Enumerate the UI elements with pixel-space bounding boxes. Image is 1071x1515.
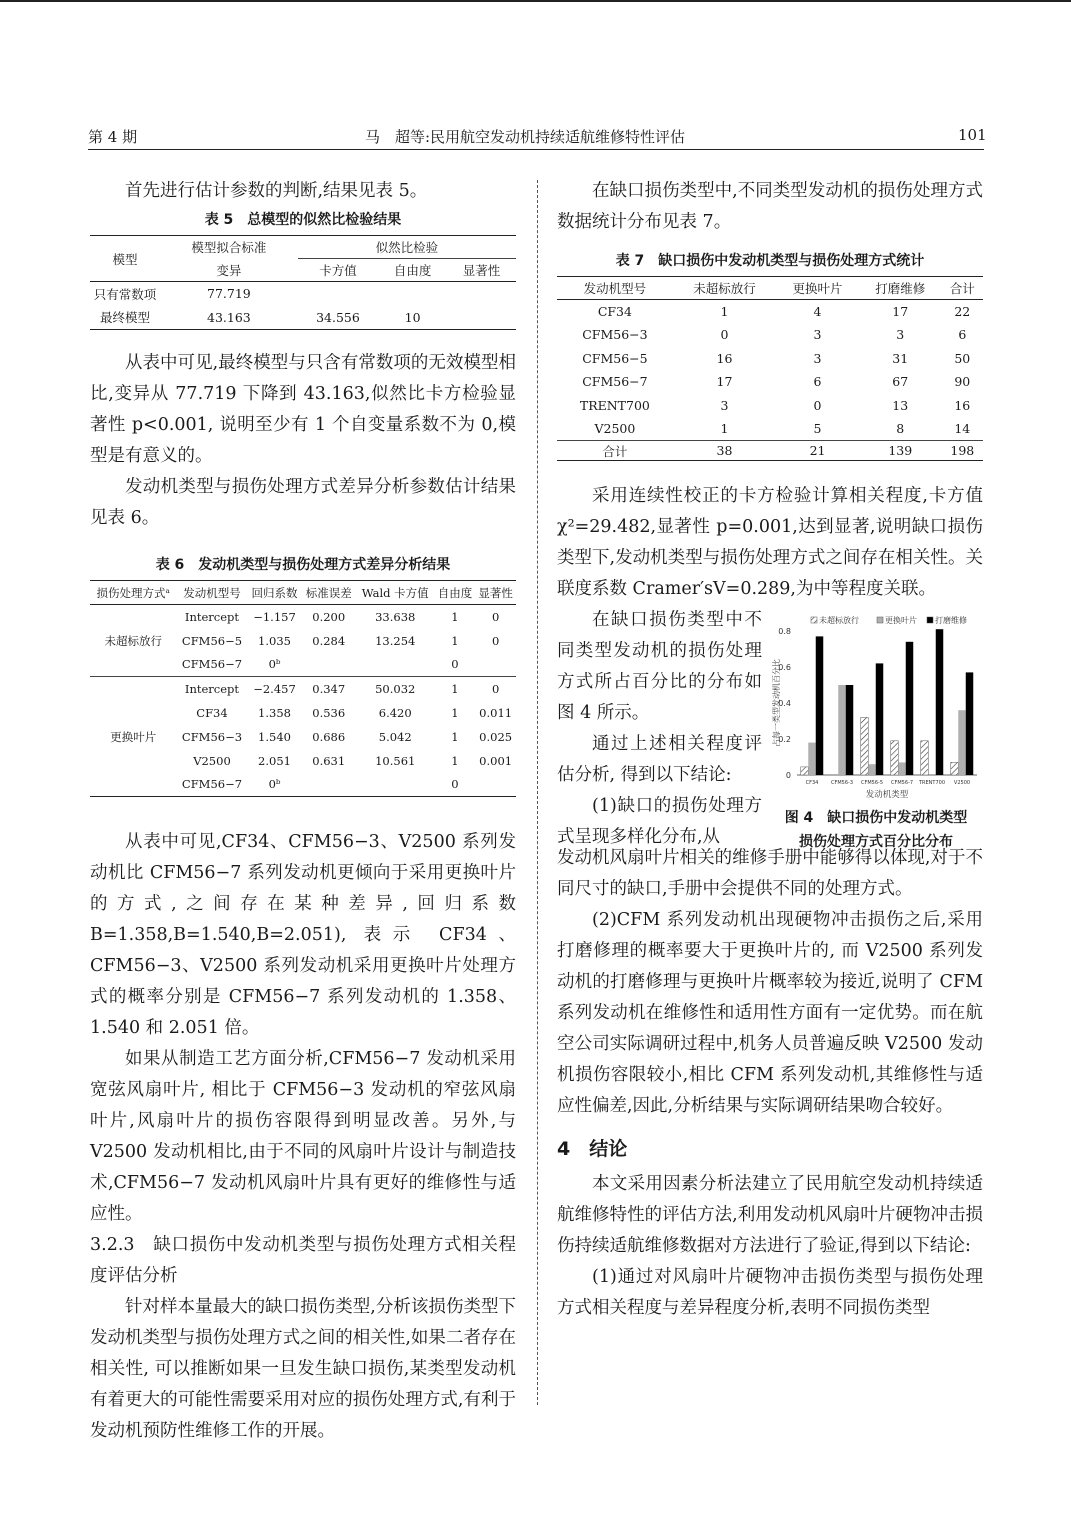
table-cell: 1: [451, 633, 459, 648]
table-cell: V2500: [594, 421, 636, 436]
table-cell: CFM56−5: [582, 350, 648, 366]
y-tick-label: 0: [785, 771, 791, 780]
table-cell: 43.163: [207, 309, 251, 325]
table-cell: CFM56−7: [181, 657, 243, 672]
table-cell: 0.025: [479, 729, 513, 744]
bar-CFM56-5-3: [876, 663, 884, 775]
x-axis-label: 发动机类型: [865, 790, 909, 800]
table-cell: 1.358: [258, 705, 291, 720]
table-cell: 0.200: [312, 609, 346, 624]
table-cell: 5: [813, 421, 822, 436]
bar-TRENT700-1: [921, 741, 929, 775]
bar-CFM56-7-2: [898, 762, 906, 775]
bar-CFM56-7-3: [906, 642, 914, 775]
y-tick-label: 0.2: [778, 735, 791, 744]
table-cell: 16: [954, 397, 971, 413]
bar-V2500-3: [966, 672, 974, 775]
x-tick-label: CFM56-5: [860, 780, 884, 786]
table-cell: 4: [813, 304, 822, 319]
subsection-heading: 3.2.3 缺口损伤中发动机类型与损伤处理方式相关程度评估分析: [90, 1235, 516, 1286]
legend-swatch: [877, 617, 883, 623]
bar-V2500-2: [958, 710, 966, 775]
bar-CF34-1: [801, 767, 809, 775]
table-cell: 90: [954, 374, 971, 390]
table-cell: CF34: [196, 705, 228, 720]
table-cell: 0: [451, 657, 459, 672]
table-header: 模型: [90, 236, 160, 282]
table-cell: 6: [958, 327, 967, 343]
table7-caption: 表 7 缺口损伤中发动机类型与损伤处理方式统计: [615, 253, 925, 269]
table-header: 自由度: [437, 585, 473, 600]
table-cell: 3: [720, 397, 729, 413]
figure-caption: 损伤处理方式百分比分布: [799, 834, 953, 850]
bar-CFM56-5-2: [868, 764, 876, 775]
page-number: 101: [958, 126, 987, 144]
bar-CFM56-7-1: [891, 741, 899, 775]
x-tick-label: TRENT700: [918, 780, 946, 786]
paragraph: 发动机类型与损伤处理方式差异分析参数估计结果见表 6。: [90, 477, 516, 528]
legend-swatch: [811, 617, 817, 623]
table-cell: 34.556: [316, 309, 360, 325]
table-cell: 50.032: [375, 681, 416, 696]
x-tick-label: CFM56-7: [890, 780, 914, 786]
bar-CFM56-3-2: [838, 685, 846, 775]
right-column: [557, 176, 983, 1324]
table-cell: 0.631: [312, 753, 346, 768]
table-cell: TRENT700: [579, 397, 650, 413]
table-cell: 只有常数项: [93, 286, 157, 302]
table-cell: 0.001: [479, 753, 513, 768]
table-cell: 33.638: [375, 609, 416, 624]
paragraph: 本文采用因素分析法建立了民用航空发动机持续适航维修特性的评估方法,利用发动机风扇叶片硬物冲击损伤持续适航维修数据对方法进行了验证,得到以下结论:: [557, 1174, 983, 1256]
table-cell: 0: [491, 609, 500, 624]
x-tick-label: CF34: [805, 780, 819, 786]
paragraph: 从表中可见,CF34、CFM56−3、V2500 系列发动机比 CFM56−7 系列发动机更倾向于采用更换叶片的方式,之间存在某种差异,回归系数 B=1.358,B=1.540,B=2.051), 表示 CF34、CFM56−3、V2500 系列发动机采用更换叶片处理方式的概率分别是 CFM56−7 系列发动机的 1.358、1.540 和 2.051 倍。: [90, 832, 516, 1038]
table-cell: [447, 306, 516, 330]
table-header: 未超标放行: [693, 281, 756, 296]
issue-number: 第 4 期: [88, 128, 138, 146]
table-cell: 0.347: [312, 681, 346, 696]
bar-CF34-2: [808, 743, 816, 775]
table-cell: 1: [451, 705, 459, 720]
bar-CF34-3: [816, 636, 824, 775]
y-tick-label: 0.4: [778, 699, 791, 708]
header-rule: [88, 149, 984, 150]
table-cell: 1: [720, 421, 729, 436]
left-column: [90, 176, 516, 1447]
table-header: 显著性: [462, 263, 501, 278]
table-cell: 0.011: [479, 705, 513, 720]
table-cell: −1.157: [253, 609, 296, 624]
table-cell: 13: [892, 397, 909, 413]
table-cell: [302, 653, 356, 677]
table-cell: 31: [892, 350, 909, 366]
table-cell: 14: [954, 421, 971, 436]
table-header: 卡方值: [319, 263, 357, 278]
table-total: 198: [950, 443, 975, 458]
table-cell: 0ᵇ: [268, 777, 281, 792]
table-cell: 3: [813, 350, 822, 366]
paragraph: 在缺口损伤类型中,不同类型发动机的损伤处理方式数据统计分布见表 7。: [557, 181, 983, 232]
table-header: 发动机型号: [183, 585, 241, 600]
table-cell: V2500: [193, 753, 231, 768]
table-cell: 17: [716, 374, 733, 390]
table-cell: 6.420: [378, 705, 412, 720]
table-cell: 8: [896, 421, 905, 436]
table-total: 合计: [602, 443, 628, 459]
table6: [90, 580, 516, 797]
table-cell: 6: [813, 374, 822, 390]
table-cell: CFM56−5: [181, 633, 243, 648]
paragraph: (1)缺口的损伤处理方式呈现多样化分布,从: [557, 796, 762, 847]
table-cell: 17: [892, 304, 909, 319]
table-group-label: 更换叶片: [110, 729, 157, 744]
y-tick-label: 0.6: [778, 663, 791, 672]
table-cell: 13.254: [375, 633, 416, 648]
table-cell: 1: [451, 681, 459, 696]
table-cell: Intercept: [184, 609, 240, 624]
paragraph: (1)通过对风扇叶片硬物冲击损伤类型与损伤处理方式相关程度与差异程度分析,表明不同损伤类型: [557, 1267, 983, 1318]
table-cell: 0: [720, 327, 729, 343]
table-cell: 77.719: [207, 286, 251, 302]
table-cell: 5.042: [378, 729, 412, 744]
figure-4: [769, 611, 983, 851]
table-total: 21: [809, 443, 826, 458]
paragraph: 从表中可见,最终模型与只含有常数项的无效模型相比,变异从 77.719 下降到 43.163,似然比卡方检验显著性 p<0.001, 说明至少有 1 个自变量系数不为 0,模型是有意义的。: [90, 353, 516, 466]
table-cell: Intercept: [184, 681, 240, 696]
bar-TRENT700-3: [936, 629, 944, 775]
table-cell: 0: [491, 681, 500, 696]
paragraph: 通过上述相关程度评估分析, 得到以下结论:: [557, 734, 762, 785]
table-cell: 10: [404, 309, 421, 325]
table-cell: CFM56−7: [582, 374, 648, 390]
table-cell: 0.284: [312, 633, 346, 648]
table5: [90, 235, 516, 330]
y-tick-label: 0.8: [778, 627, 791, 636]
table-cell: CFM56−7: [181, 777, 243, 792]
table-cell: 0: [491, 633, 500, 648]
table-cell: CFM56−3: [181, 729, 243, 744]
paragraph: 如果从制造工艺方面分析,CFM56−7 发动机采用宽弦风扇叶片, 相比于 CFM56−3 发动机的窄弦风扇叶片,风扇叶片的损伤容限得到明显改善。另外,与 V2500 发动机相比,由于不同的风扇叶片设计与制造技术,CFM56−7 发动机风扇叶片具有更好的维修性与适应性。: [90, 1049, 516, 1224]
bar-chart: [769, 611, 983, 801]
table-header: Wald 卡方值: [361, 585, 429, 600]
bar-CFM56-5-1: [861, 717, 869, 775]
x-tick-label: V2500: [953, 780, 971, 786]
table-header: 显著性: [478, 585, 513, 600]
table-cell: 3: [896, 327, 905, 343]
table-cell: [475, 773, 516, 797]
table-header: 回归系数: [251, 585, 298, 600]
table-header: 合计: [949, 281, 975, 296]
bar-CFM56-3-3: [846, 685, 854, 775]
table-cell: 10.561: [375, 753, 416, 768]
table-header: 损伤处理方式ᵃ: [96, 585, 170, 600]
legend-label: 打磨维修: [935, 616, 967, 625]
table-cell: 1.540: [258, 729, 291, 744]
table-header: 标准误差: [305, 585, 352, 600]
section-heading: 4 结论: [557, 1138, 628, 1160]
table-cell: 67: [892, 374, 909, 390]
paragraph: 针对样本量最大的缺口损伤类型,分析该损伤类型下发动机类型与损伤处理方式之间的相关性,如果二者存在相关性, 可以推断如果一旦发生缺口损伤,某类型发动机有着更大的可能性需要采用对应的损伤处理方式,有利于发动机预防性维修工作的开展。: [90, 1297, 516, 1441]
figure-wrap-block: [557, 605, 983, 850]
table-total: 139: [888, 443, 913, 458]
x-tick-label: CFM56-3: [830, 780, 854, 786]
table-header: 模型拟合标准: [191, 240, 267, 256]
table-cell: [447, 282, 516, 306]
figure-caption: 图 4 缺口损伤中发动机类型: [784, 810, 968, 826]
table-cell: 0.686: [312, 729, 346, 744]
table-header: 自由度: [393, 263, 432, 278]
paragraph: 发动机风扇叶片相关的维修手册中能够得以体现,对于不同尺寸的缺口,手册中会提供不同的处理方式。: [557, 848, 983, 899]
running-title: 马 超等:民用航空发动机持续适航维修特性评估: [365, 128, 686, 146]
table-cell: 最终模型: [99, 310, 150, 326]
table-cell: 0: [813, 397, 822, 413]
table-total: 38: [716, 443, 733, 458]
table-cell: 22: [954, 304, 971, 319]
table-cell: CFM56−3: [582, 327, 648, 343]
table-cell: 1.035: [258, 633, 291, 648]
table-header: 变异: [216, 262, 242, 278]
table-cell: CF34: [597, 304, 632, 319]
top-rule: [0, 0, 1071, 2]
table-cell: [356, 653, 435, 677]
table5-caption: 表 5 总模型的似然比检验结果: [204, 212, 402, 228]
legend-label: 未超标放行: [819, 616, 859, 625]
table-cell: −2.457: [253, 681, 296, 696]
table-header: 打磨维修: [875, 281, 926, 296]
table-cell: 1: [720, 304, 729, 319]
table-cell: [298, 282, 378, 306]
table-cell: 0ᵇ: [268, 657, 281, 672]
table-cell: [302, 773, 356, 797]
table-cell: [356, 773, 435, 797]
paragraph: (2)CFM 系列发动机出现硬物冲击损伤之后,采用打磨修理的概率要大于更换叶片的, 而 V2500 系列发动机的打磨修理与更换叶片概率较为接近,说明了 CFM 系列发动机在维修性和适用性方面有一定优势。而在航空公司实际调研过程中,机务人员普遍反映 V2500 发动机损伤容限较小,相比 CFM 系列发动机,其维修性与适应性偏差,因此,分析结果与实际调研结果吻合较好。: [557, 910, 983, 1116]
column-divider: [537, 180, 538, 1405]
table-cell: [378, 282, 447, 306]
paragraph: 采用连续性校正的卡方检验计算相关程度,卡方值χ²=29.482,显著性 p=0.001,达到显著,说明缺口损伤类型下,发动机类型与损伤处理方式之间存在相关性。关联度系数 Cramer′sV=0.289,为中等程度关联。: [557, 486, 983, 599]
table-cell: [475, 653, 516, 677]
legend-swatch: [927, 617, 933, 623]
table-cell: 0.536: [312, 705, 346, 720]
table-header: 似然比检验: [298, 236, 516, 259]
table-cell: 3: [813, 327, 822, 343]
bar-V2500-1: [951, 762, 959, 775]
paragraph: 首先进行估计参数的判断,结果见表 5。: [125, 181, 428, 201]
table-cell: 16: [716, 350, 733, 366]
legend-label: 更换叶片: [885, 616, 917, 625]
table-cell: 1: [451, 753, 459, 768]
table-header: 发动机型号: [583, 281, 647, 296]
paragraph: 在缺口损伤类型中不同类型发动机的损伤处理方式所占百分比的分布如图 4 所示。: [557, 610, 762, 723]
table-group-label: 未超标放行: [104, 633, 163, 648]
table-cell: 0: [451, 777, 459, 792]
table-cell: 50: [954, 350, 971, 366]
y-axis-label: 占每一类型发动机百分比: [772, 659, 781, 747]
table-cell: 1: [451, 609, 459, 624]
table-cell: 2.051: [258, 753, 291, 768]
table-cell: 1: [451, 729, 459, 744]
table7: [557, 276, 983, 461]
table6-caption: 表 6 发动机类型与损伤处理方式差异分析结果: [155, 557, 451, 573]
table-header: 更换叶片: [792, 281, 843, 296]
